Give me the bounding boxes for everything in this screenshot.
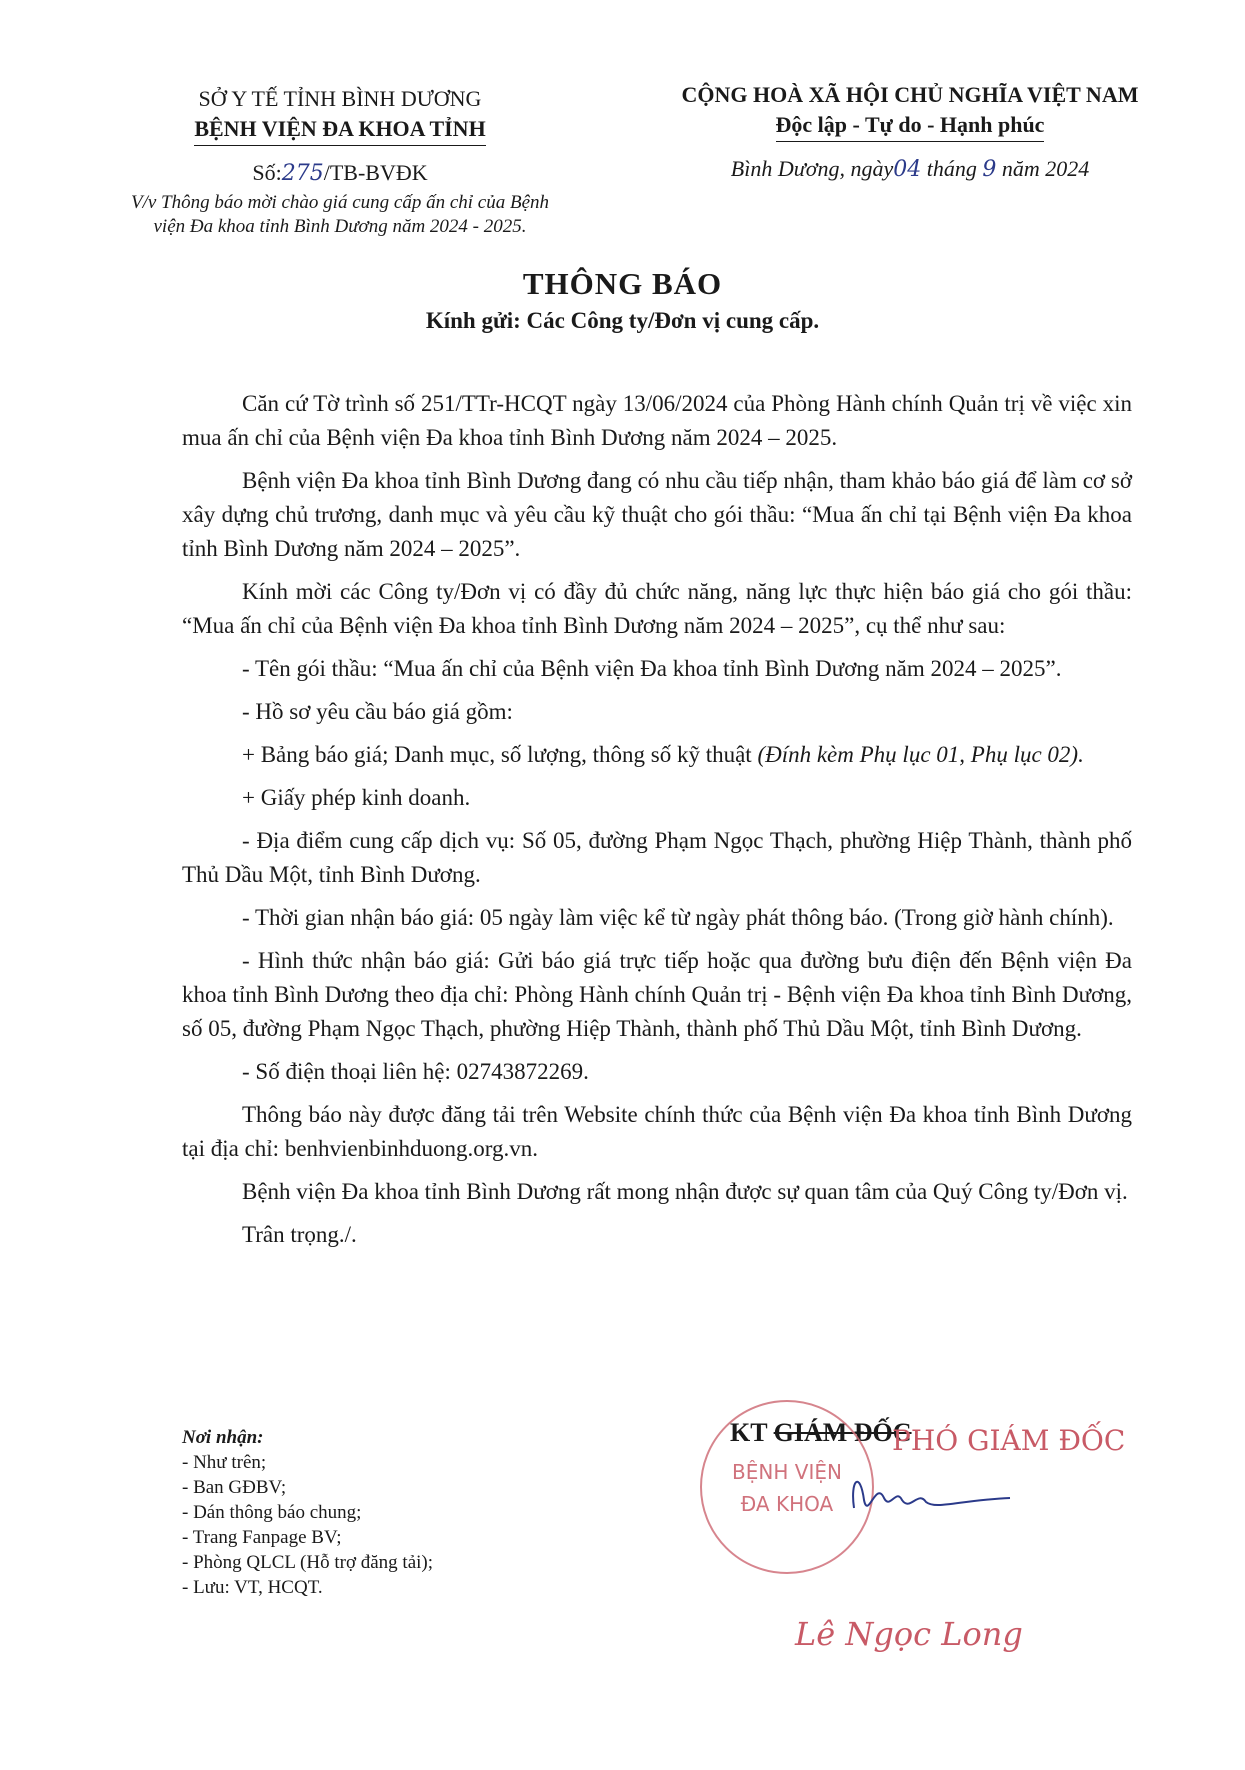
paragraph: - Thời gian nhận báo giá: 05 ngày làm việc kể từ ngày phát thông báo. (Trong giờ hành chính). [242,905,1114,930]
recipient-item: - Phòng QLCL (Hỗ trợ đăng tải); [182,1552,434,1573]
document-number: Số:275/TB-BVĐK [252,160,428,186]
recipients-label: Nơi nhận: [182,1427,264,1448]
header-right [630,80,1190,185]
signature-title: KT GIÁM ĐỐC [730,1418,912,1447]
official-seal: BỆNH VIỆN ĐA KHOA [700,1400,874,1574]
paragraph: - Tên gói thầu: “Mua ấn chỉ của Bệnh viện Đa khoa tỉnh Bình Dương năm 2024 – 2025”. [242,656,1062,681]
date-day: 04 [893,157,922,182]
paragraph: Thông báo này được đăng tải trên Website chính thức của Bệnh viện Đa khoa tỉnh Bình Dương tại địa chỉ: benhvienbinhduong.org.vn. [182,1102,1132,1161]
signature-scribble [840,1460,1020,1530]
paragraph: + Giấy phép kinh doanh. [242,785,471,810]
header-left [130,84,550,239]
department-name: SỞ Y TẾ TỈNH BÌNH DƯƠNG [198,86,482,111]
motto: Độc lập - Tự do - Hạnh phúc [630,110,1190,142]
paragraph: + Bảng báo giá; Danh mục, số lượng, thông số kỹ thuật (Đính kèm Phụ lục 01, Phụ lục 02). [242,742,1084,767]
date-month: 9 [982,157,997,182]
country-name: CỘNG HOÀ XÃ HỘI CHỦ NGHĨA VIỆT NAM [681,82,1139,107]
paragraph: Căn cứ Tờ trình số 251/TTr-HCQT ngày 13/06/2024 của Phòng Hành chính Quản trị về việc xin mua ấn chỉ của Bệnh viện Đa khoa tỉnh Bình Dương năm 2024 – 2025. [182,391,1132,450]
document-title: THÔNG BÁO [522,266,723,301]
closing: Trân trọng./. [242,1222,357,1247]
paragraph: Kính mời các Công ty/Đơn vị có đầy đủ chức năng, năng lực thực hiện báo giá cho gói thầu: “Mua ấn chỉ của Bệnh viện Đa khoa tỉnh Bình Dương năm 2024 – 2025”, cụ thể như sau: [182,579,1132,638]
recipient-item: - Trang Fanpage BV; [182,1527,342,1548]
recipients-block [182,1425,602,1600]
recipient-item: - Ban GĐBV; [182,1477,287,1498]
stamped-title: PHÓ GIÁM ĐỐC [892,1424,1126,1457]
hospital-name: BỆNH VIỆN ĐA KHOA TỈNH [130,114,550,146]
paragraph: - Địa điểm cung cấp dịch vụ: Số 05, đường Phạm Ngọc Thạch, phường Hiệp Thành, thành phố Thủ Dầu Một, tỉnh Bình Dương. [182,828,1132,887]
paragraph: Bệnh viện Đa khoa tỉnh Bình Dương rất mong nhận được sự quan tâm của Quý Công ty/Đơn vị. [242,1179,1128,1204]
paragraph: - Số điện thoại liên hệ: 02743872269. [242,1059,589,1084]
recipient-item: - Dán thông báo chung; [182,1502,362,1523]
signer-name: Lê Ngọc Long [795,1615,1023,1653]
date-line: Bình Dương, ngày04 tháng 9 năm 2024 [730,156,1090,182]
paragraph: - Hình thức nhận báo giá: Gửi báo giá trực tiếp hoặc qua đường bưu điện đến Bệnh viện Đa khoa tỉnh Bình Dương theo địa chỉ: Phòng Hành chính Quản trị - Bệnh viện Đa khoa tỉnh Bình Dương, số 05, đường Phạm Ngọc Thạch, phường Hiệp Thành, thành phố Thủ Dầu Một, tỉnh Bình Dương. [182,948,1132,1041]
paragraph: Bệnh viện Đa khoa tỉnh Bình Dương đang có nhu cầu tiếp nhận, tham khảo báo giá để làm cơ sở xây dựng chủ trương, danh mục và yêu cầu kỹ thuật cho gói thầu: “Mua ấn chỉ tại Bệnh viện Đa khoa tỉnh Bình Dương năm 2024 – 2025”. [182,468,1132,561]
document-subject: V/v Thông báo mời chào giá cung cấp ấn chỉ của Bệnh viện Đa khoa tỉnh Bình Dương năm 2024 - 2025. [130,192,550,237]
recipient-item: - Lưu: VT, HCQT. [182,1577,323,1598]
doc-number-handwritten: 275 [281,161,324,186]
salutation: Kính gửi: Các Công ty/Đơn vị cung cấp. [425,308,820,333]
document-body [182,387,1132,1261]
paragraph: - Hồ sơ yêu cầu báo giá gồm: [242,699,513,724]
recipient-item: - Như trên; [182,1452,267,1473]
